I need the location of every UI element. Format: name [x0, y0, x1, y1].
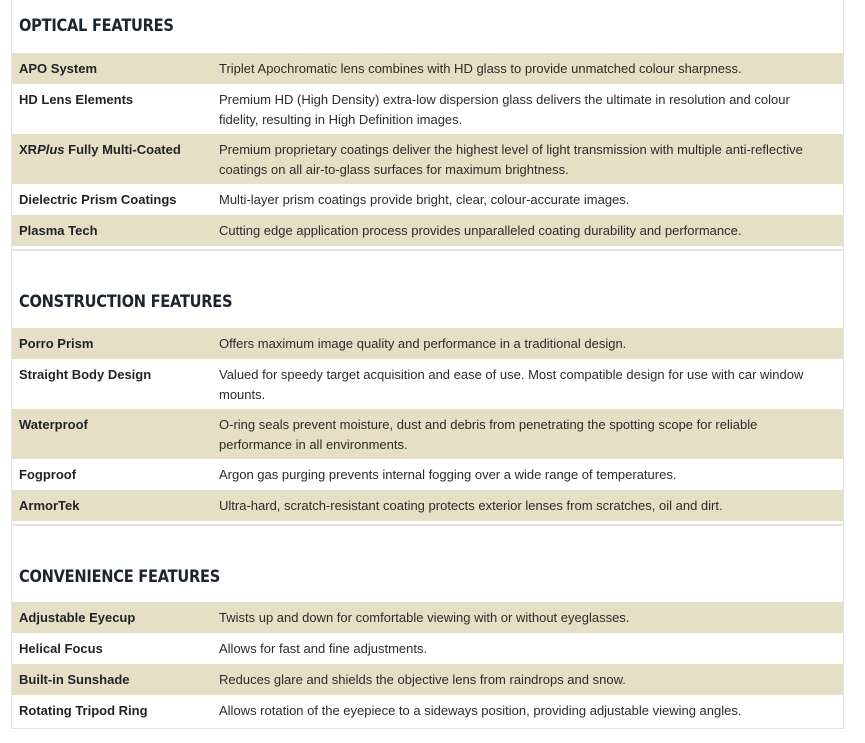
- feature-name: Adjustable Eyecup: [19, 610, 136, 625]
- table-row: [12, 359, 843, 409]
- feature-name: Fogproof: [19, 467, 77, 482]
- section-title: OPTICAL FEATURES: [19, 16, 174, 36]
- table-row: [12, 215, 843, 246]
- table-row: [12, 459, 843, 490]
- optical-features-section: [11, 0, 844, 250]
- table-row: [12, 184, 843, 215]
- convenience-features-section: [11, 525, 844, 729]
- feature-name: Built-in Sunshade: [19, 672, 130, 687]
- feature-name: ArmorTek: [19, 498, 80, 513]
- feature-description: Offers maximum image quality and performance in a traditional design.: [219, 336, 627, 351]
- feature-description: Twists up and down for comfortable viewing with or without eyeglasses.: [219, 610, 630, 625]
- table-row: [12, 490, 843, 521]
- table-row: [12, 53, 843, 84]
- feature-description: Cutting edge application process provides unparalleled coating durability and performance.: [219, 223, 742, 238]
- table-row: [12, 664, 843, 695]
- features-table: [12, 328, 843, 521]
- table-row: [12, 602, 843, 633]
- table-row: [12, 84, 843, 134]
- feature-description: Allows rotation of the eyepiece to a sideways position, providing adjustable viewing angles.: [219, 703, 742, 718]
- feature-description: Premium HD (High Density) extra-low dispersion glass delivers the ultimate in resolution and colour fidelity, resulting in High Definition images.: [219, 92, 790, 127]
- construction-features-section: [11, 250, 844, 525]
- feature-description: Valued for speedy target acquisition and ease of use. Most compatible design for use with car window mounts.: [219, 367, 804, 402]
- feature-description: Argon gas purging prevents internal fogging over a wide range of temperatures.: [219, 467, 677, 482]
- section-title: CONVENIENCE FEATURES: [19, 567, 221, 587]
- feature-description: Triplet Apochromatic lens combines with HD glass to provide unmatched colour sharpness.: [219, 61, 742, 76]
- feature-description: Reduces glare and shields the objective lens from raindrops and snow.: [219, 672, 626, 687]
- feature-description: Ultra-hard, scratch-resistant coating protects exterior lenses from scratches, oil and dirt.: [219, 498, 723, 513]
- features-table: [12, 53, 843, 246]
- feature-name: APO System: [19, 61, 98, 76]
- feature-name: Rotating Tripod Ring: [19, 703, 148, 718]
- table-row: [12, 695, 843, 726]
- table-row: [12, 633, 843, 664]
- table-row: [12, 409, 843, 459]
- feature-name: Dielectric Prism Coatings: [19, 192, 177, 207]
- features-table: [12, 602, 843, 726]
- feature-name: Helical Focus: [19, 641, 103, 656]
- feature-name: XRPlus Fully Multi-Coated: [19, 142, 181, 157]
- feature-name: Waterproof: [19, 417, 88, 432]
- feature-name: Porro Prism: [19, 336, 94, 351]
- feature-name: Plasma Tech: [19, 223, 98, 238]
- feature-description: Premium proprietary coatings deliver the highest level of light transmission with multiple anti-reflective coatings on all air-to-glass surfaces for maximum brightness.: [219, 142, 803, 177]
- table-row: [12, 328, 843, 359]
- feature-description: O-ring seals prevent moisture, dust and debris from penetrating the spotting scope for reliable performance in all environments.: [219, 417, 758, 452]
- section-title: CONSTRUCTION FEATURES: [19, 292, 233, 312]
- feature-name: Straight Body Design: [19, 367, 152, 382]
- feature-description: Allows for fast and fine adjustments.: [219, 641, 428, 656]
- feature-name: HD Lens Elements: [19, 92, 134, 107]
- table-row: [12, 134, 843, 184]
- feature-description: Multi-layer prism coatings provide bright, clear, colour-accurate images.: [219, 192, 630, 207]
